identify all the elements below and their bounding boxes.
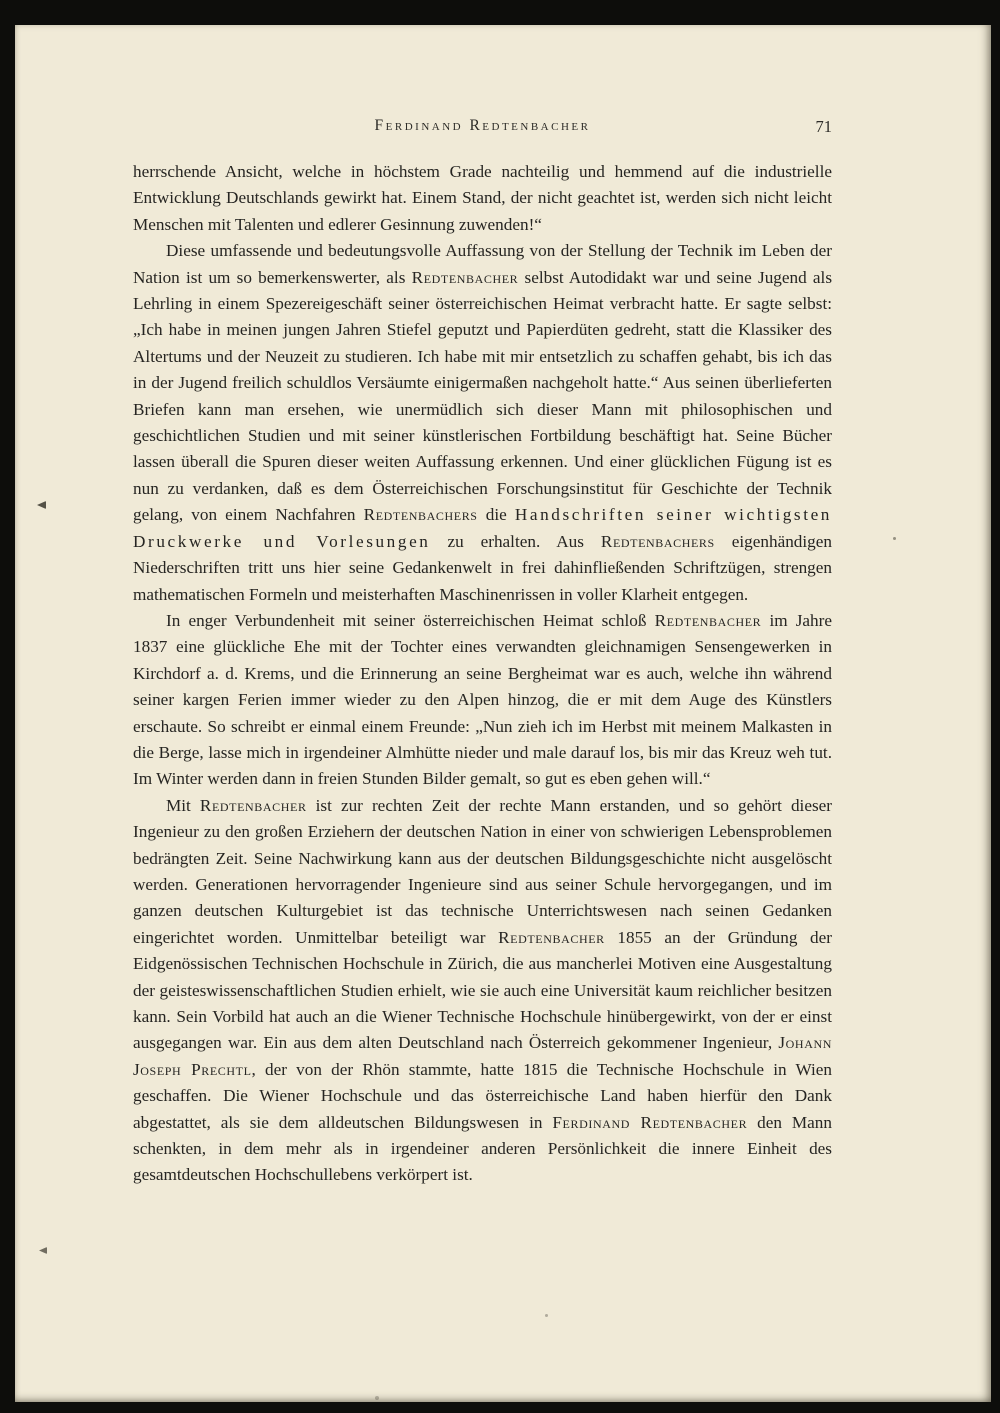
text-segment-normal: den Mann schenkten, in dem mehr als in irgendeiner anderen Persönlichkeit die innere Einheit des gesamtdeutschen Hochschullebens verkörpert ist. — [133, 1112, 832, 1185]
text-segment-normal: Mit — [166, 795, 200, 815]
text-segment-smallcaps: Johann Joseph Prechtl — [133, 1033, 832, 1079]
text-segment-normal: herrschende Ansicht, welche in höchstem Grade nachteilig und hemmend auf die industrielle Entwicklung Deutschlands gewirkt hat. Einem Stand, der nicht geachtet ist, werden sich nicht leicht Menschen mit Talenten und edlerer Gesinnung zuwenden!“ — [133, 162, 832, 234]
text-segment-normal: 1855 an der Gründung der Eidgenössischen Technischen Hochschule in Zürich, die aus mancherlei Motiven eine Ausgestaltung der geisteswissenschaftlichen Studien erhielt, wie sie auch eine Universität kaum reichlicher besitzen kann. Sein Vorbild hat auch an die Wiener Technische Hochschule hinübergewirkt, von der er einst ausgegangen war. Ein aus dem alten Deutschland nach Österreich gekommener Ingenieur, — [133, 927, 832, 1053]
text-segment-smallcaps: Redtenbacher — [199, 795, 307, 815]
text-segment-smallcaps: Ferdinand Redtenbacher — [552, 1112, 748, 1132]
paragraph — [133, 238, 832, 608]
text-segment-normal: selbst Autodidakt war und seine Jugend als Lehrling in einem Spezereigeschäft seiner österreichischen Heimat verbracht hatte. Er sagte selbst: „Ich habe in meinen jungen Jahren Stiefel geputzt und Papierdüten gedreht, statt die Klassiker des Altertums und der Neuzeit zu studieren. Ich habe mit mir entsetzlich zu schaffen gehabt, bis ich das in der Jugend freilich schuldlos Versäumte einigermaßen nachgeholt hatte.“ Aus seinen überlieferten Briefen kann man ersehen, wie unermüdlich sich dieser Mann mit philosophischen und geschichtlichen Studien und mit seiner künstlerischen Fortbildung beschäftigt hat. Seine Bücher lassen überall die Spuren dieser weiten Auffassung erkennen. Und einer glücklichen Fügung ist es nun zu verdanken, daß es dem Österreichischen Forschungsinstitut für Geschichte der Technik gelang, von einem Nachfahren — [133, 267, 833, 525]
text-segment-normal: ist zur rechten Zeit der rechte Mann erstanden, und so gehört dieser Ingenieur zu den großen Erziehern der deutschen Nation in einer von schwierigen Lebensproblemen bedrängten Zeit. Seine Nachwirkung kann aus der deutschen Bildungsgeschichte nicht ausgelöscht werden. Generationen hervorragender Ingenieure sind aus seiner Schule hervorgegangen, und im ganzen deutschen Kulturgebiet ist das technische Unterrichtswesen nach seinen Gedanken eingerichtet worden. Unmittelbar beteiligt war — [133, 795, 832, 947]
running-header — [133, 117, 832, 141]
text-segment-normal: die — [477, 505, 515, 525]
scan-speck — [893, 537, 896, 540]
page-body — [133, 159, 832, 1189]
text-segment-normal: , der von der Rhön stammte, hatte 1815 die Technische Hochschule in Wien geschaffen. Die Wiener Hochschule und das österreichische Land haben hierfür den Dank abgestattet, als sie dem alldeutschen Bildungswesen in — [133, 1059, 832, 1132]
text-segment-smallcaps: Redtenbacher — [498, 927, 605, 947]
margin-mark — [39, 1247, 47, 1254]
paragraph — [133, 608, 832, 793]
page-number: 71 — [815, 117, 832, 136]
scan-speck — [375, 1396, 379, 1400]
text-column — [133, 117, 832, 1189]
text-segment-smallcaps: Redtenbachers — [363, 505, 478, 525]
paragraph — [133, 159, 832, 238]
text-segment-normal: In enger Verbundenheit mit seiner österreichischen Heimat schloß — [166, 610, 655, 630]
text-segment-normal: im Jahre 1837 eine glückliche Ehe mit der Tochter eines verwandten gleichnamigen Sensengewerken in Kirchdorf a. d. Krems, und die Erinnerung an seine Bergheimat war es auch, welche ihn während seiner kargen Ferien immer wieder zu den Alpen hinzog, die er mit dem Auge des Künstlers erschaute. So schreibt er einmal einem Freunde: „Nun zieh ich im Herbst mit meinem Malkasten in die Berge, lasse mich in irgendeiner Almhütte nieder und male darauf los, bis mir das Kreuz weh tut. Im Winter werden dann in freien Stunden Bilder gemalt, so gut es eben gehen will.“ — [133, 610, 832, 789]
running-title: Ferdinand Redtenbacher — [374, 117, 591, 134]
text-segment-normal: Diese umfassende und bedeutungsvolle Auffassung von der Stellung der Technik im Leben der Nation ist um so bemerkenswerter, als — [133, 241, 832, 287]
margin-mark — [37, 501, 46, 509]
text-segment-spaced: Handschriften seiner wichtigsten Druckwerke und Vorlesungen — [133, 505, 833, 551]
text-segment-normal: zu erhalten. Aus — [430, 531, 601, 551]
scan-speck — [545, 1314, 548, 1317]
paragraph — [133, 793, 832, 1189]
text-segment-normal: eigenhändigen Niederschriften tritt uns hier seine Gedankenwelt in frei dahinfließenden Schriftzügen, strengen mathematischen Formeln und meisterhaften Maschinenrissen in voller Klarheit entgegen. — [133, 531, 832, 604]
text-segment-smallcaps: Redtenbachers — [600, 531, 715, 551]
text-segment-smallcaps: Redtenbacher — [654, 610, 762, 630]
text-segment-smallcaps: Redtenbacher — [411, 267, 519, 287]
book-page — [15, 25, 991, 1402]
